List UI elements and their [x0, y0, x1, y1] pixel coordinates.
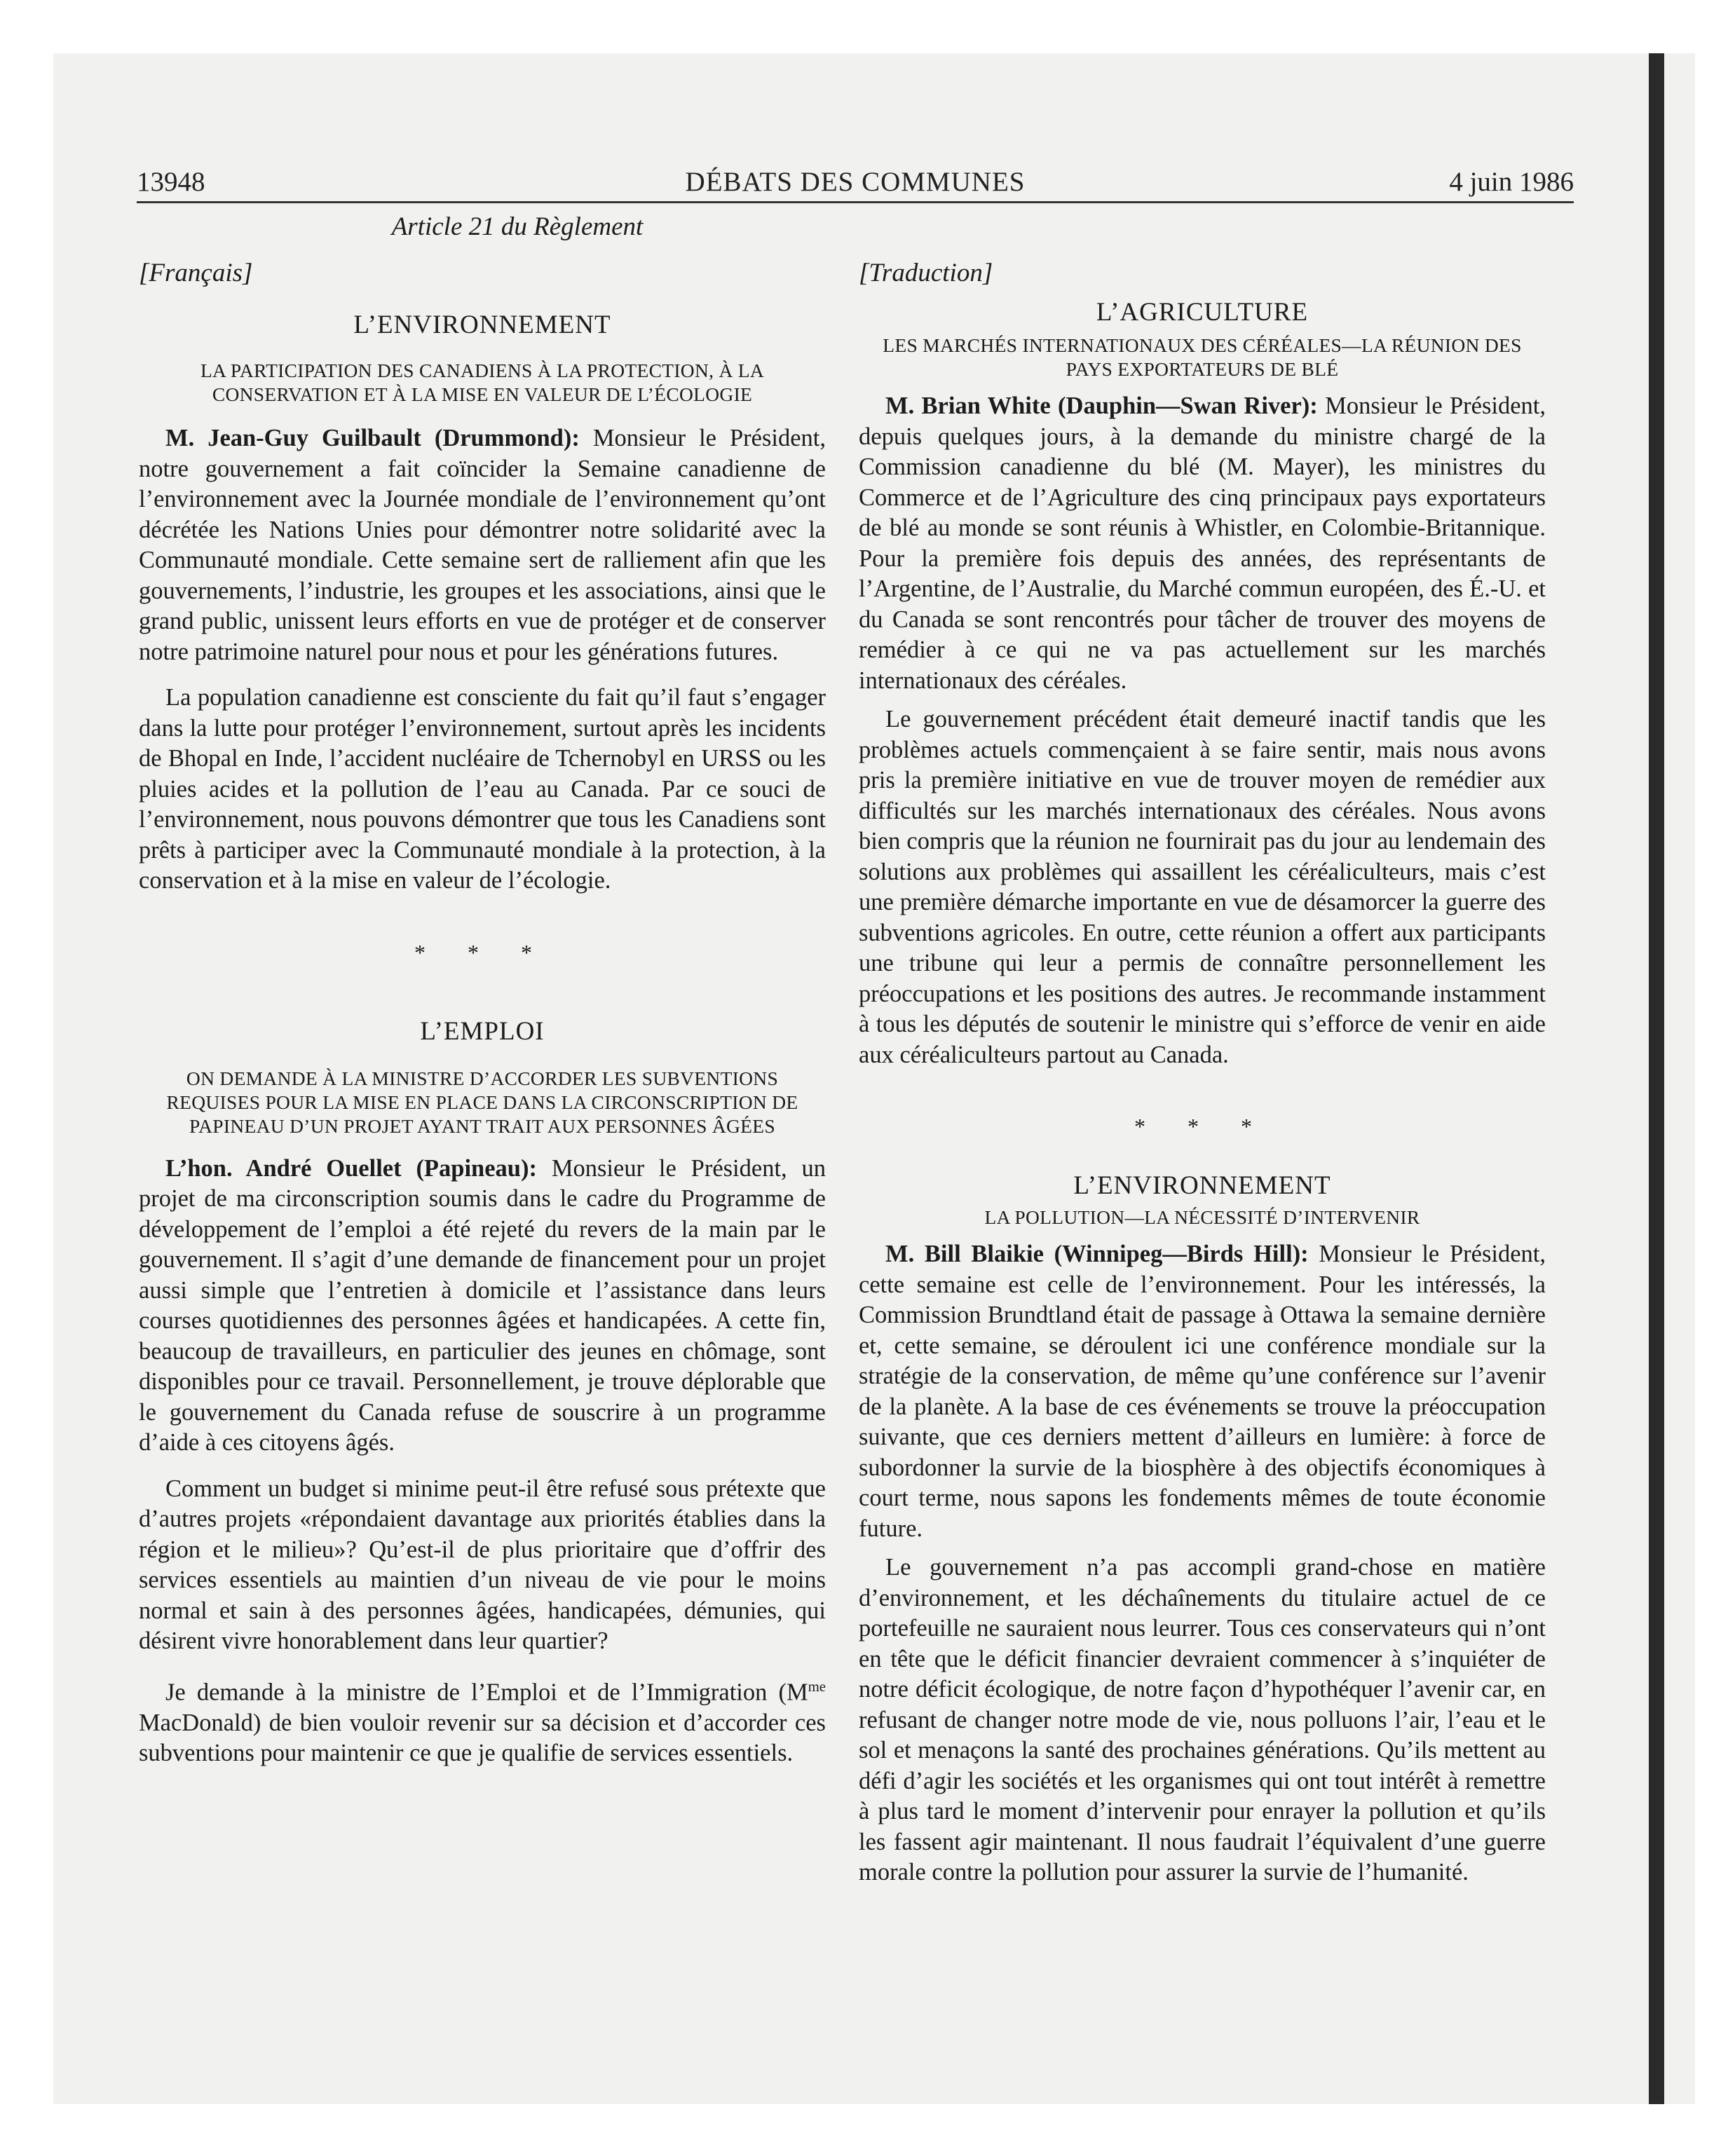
paragraph-text: Monsieur le Président, depuis quelques jours, à la demande du ministre chargé de la Commission canadienne du blé (M. Mayer), les ministres du Commerce et de l’Agriculture des cinq principaux pays exportateurs de blé au monde se sont réunis à Whistler, en Colombie-Britannique. Pour la première fois depuis des années, des représentants de l’Argentine, de l’Australie, du Marché commun européen, des É.-U. et du Canada se sont rencontrés pour tâcher de trouver des moyens de remédier à ce qui ne va pas actuellement sur les marchés internationaux des céréales.	[859, 393, 1546, 694]
section-separator: * * *	[1134, 1114, 1270, 1139]
language-note: [Français]	[139, 259, 253, 287]
standing-order-label: Article 21 du Règlement	[391, 212, 644, 241]
paragraph-text: Monsieur le Président, notre gouvernement a fait coïncider la Semaine canadienne de l’environnement avec la Journée mondiale de l’environnement qu’ont décrétée les Nations Unies pour démontrer notre solidarité avec la Communauté mondiale. Cette semaine sert de ralliement afin que les gouvernements, l’industrie, les groupes et les associations, ainsi que le grand public, unissent leurs efforts en vue de protéger et de conserver notre patrimoine naturel pour nous et pour les générations futures.	[139, 425, 826, 665]
publication-title: DÉBATS DES COMMUNES	[685, 167, 1026, 197]
statement-paragraph: Le gouvernement n’a pas accompli grand-chose en matière d’environnement, et les déchaînements du titulaire actuel de ce portefeuille ne sauraient nous leurrer. Tous ces conservateurs qui n’ont en tête que le déficit financier devraient commencer à s’inquiéter de notre déficit écologique, de notre façon d’hypothéquer l’avenir car, en refusant de changer notre mode de vie, nous polluons l’air, l’eau et le sol et menaçons la santé des prochaines générations. Qu’ils mettent au défi d’agir les sociétés et les organismes qui ont tout intérêt à remettre à plus tard le moment d’intervenir pour enrayer la pollution et qu’ils les fassent agir maintenant. Il nous faudrait l’équivalent d’une guerre morale contre la pollution pour assurer la survie de l’humanité.	[859, 1554, 1546, 1885]
statement-paragraph	[859, 391, 1546, 696]
statement-paragraph: Le gouvernement précédent était demeuré inactif tandis que les problèmes actuels commençaient à se faire sentir, mais nous avons pris la première initiative en vue de trouver moyen de remédier aux difficultés sur les marchés internationaux des céréales. Nous avons bien compris que la réunion ne fournirait pas du jour au lendemain des solutions aux problèmes qui assaillent les céréaliculteurs, mais c’est une première démarche importante en vue de désamorcer la guerre des subventions agricoles. En outre, cette réunion a offert aux participants une tribune qui leur a permis de connaître personnellement les préoccupations et les positions des autres. Je recommande instamment à tous les députés de soutenir le ministre qui s’efforce de venir en aide aux céréaliculteurs partout au Canada.	[859, 706, 1546, 1068]
header-rule	[137, 201, 1574, 203]
running-header	[137, 163, 1574, 202]
paragraph-text: Monsieur le Président, cette semaine est celle de l’environnement. Pour les intéressés, la Commission Brundtland était de passage à Ottawa la semaine dernière et, cette semaine, se déroulent ici une conférence mondiale sur la stratégie de la conservation, de même qu’une conférence sur l’avenir de la planète. A la base de ces événements se trouve la préoccupation suivante, que ces derniers mettent d’ailleurs en lumière: à force de subordonner la survie de la biosphère à des objectifs économiques à court terme, nous sapons les fondements mêmes de toute économie future.	[859, 1241, 1546, 1542]
right-column	[859, 210, 1546, 1888]
statement-paragraph: La population canadienne est consciente du fait qu’il faut s’engager dans la lutte pour protéger l’environnement, surtout après les incidents de Bhopal en Inde, l’accident nucléaire de Tchernobyl en URSS ou les pluies acides et la pollution de l’eau au Canada. Par ce souci de l’environnement, nous pouvons démontrer que tous les Canadiens sont prêts à participer avec la Communauté mondiale à la protection, à la conservation et à la mise en valeur de l’écologie.	[139, 684, 826, 894]
language-note: [Traduction]	[859, 259, 993, 287]
binding-edge	[1649, 53, 1664, 2104]
page-number: 13948	[137, 167, 205, 197]
speaker-name: L’hon. André Ouellet (Papineau):	[165, 1154, 537, 1182]
paragraph-text: Monsieur le Président, un projet de ma circonscription soumis dans le cadre du Programme de développement de l’emploi a été rejeté du revers de la main par le gouvernement. Il s’agit d’une demande de financement pour un projet aussi simple que l’entretien à domicile et l’assistance dans leurs courses quotidiennes des personnes âgées et handicapées. A cette fin, beaucoup de travailleurs, en particulier des jeunes en chômage, sont disponibles pour ce travail. Personnellement, je trouve déplorable que le gouvernement du Canada refuse de souscrire à un programme d’aide à ces citoyens âgés.	[139, 1154, 826, 1456]
section-subheading: ON DEMANDE À LA MINISTRE D’ACCORDER LES SUBVENTIONS REQUISES POUR LA MISE EN PLACE DANS LA CIRCONSCRIPTION DE PAPINEAU D’UN PROJET AYANT TRAIT AUX PERSONNES ÂGÉES	[166, 1067, 798, 1137]
statement-paragraph	[859, 1239, 1546, 1544]
statement-paragraph	[139, 1154, 826, 1459]
section-subheading: LES MARCHÉS INTERNATIONAUX DES CÉRÉALES—LA RÉUNION DES PAYS EXPORTATEURS DE BLÉ	[883, 334, 1522, 380]
section-subheading: LA PARTICIPATION DES CANADIENS À LA PROTECTION, À LA CONSERVATION ET À LA MISE EN VALEUR DE L’ÉCOLOGIE	[200, 360, 765, 405]
speaker-name: M. Brian White (Dauphin—Swan River):	[885, 393, 1318, 419]
section-heading: L’ENVIRONNEMENT	[353, 311, 611, 339]
speaker-name: M. Jean-Guy Guilbault (Drummond):	[165, 425, 580, 451]
statement-paragraph	[139, 423, 826, 667]
statement-paragraph: Comment un budget si minime peut-il être refusé sous prétexte que d’autres projets «répondaient davantage aux priorités établies dans la région et le milieu»? Qu’est-il de plus prioritaire que d’offrir des services essentiels au maintien d’un niveau de vie pour le moins normal et sain à des personnes âgées, handicapées, démunies, qui désirent vivre honorablement dans leur quartier?	[139, 1475, 826, 1654]
speaker-name: M. Bill Blaikie (Winnipeg—Birds Hill):	[885, 1241, 1309, 1267]
section-heading: L’AGRICULTURE	[1096, 298, 1309, 327]
left-column	[139, 210, 826, 1769]
session-date: 4 juin 1986	[1449, 167, 1574, 197]
section-heading: L’EMPLOI	[420, 1016, 545, 1046]
section-separator: * * *	[414, 939, 550, 965]
section-subheading: LA POLLUTION—LA NÉCESSITÉ D’INTERVENIR	[984, 1206, 1420, 1228]
statement-paragraph: Je demande à la ministre de l’Emploi et de l’Immigration ($M^{me}$ MacDonald) de bien vouloir revenir sur sa décision et d’accorder ces subventions pour maintenir ce que je qualifie de services essentiels.	[139, 1679, 826, 1766]
section-heading: L’ENVIRONNEMENT	[1073, 1171, 1331, 1200]
